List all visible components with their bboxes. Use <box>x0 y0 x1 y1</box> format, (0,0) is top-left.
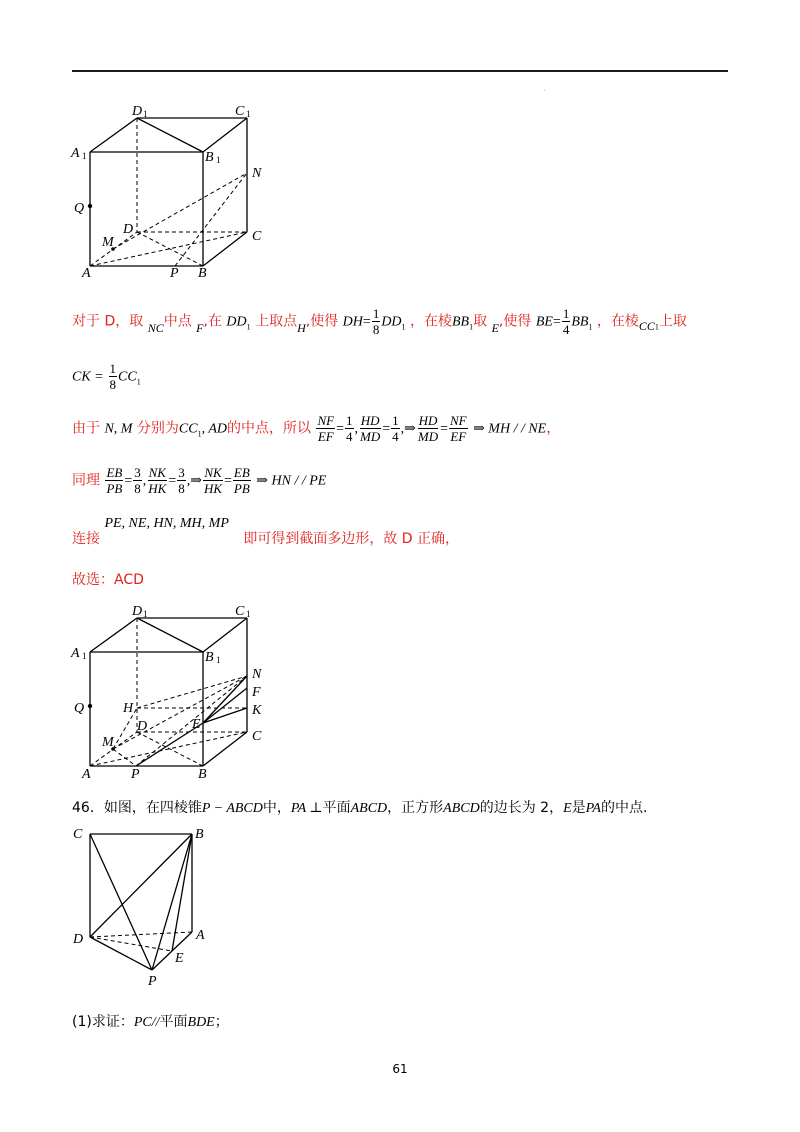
solution-line-3: 由于 N, M 分别为$CC_1$, AD的中点，所以 $\frac{NF}{EF}$ = $\frac{1}{4}$ , $\frac{HD}{MD}$ = $\frac{1}{4}$ ,⇒ $\frac{HD}{MD}$ = $\frac{NF}{EF}$ ⇒ MH / / NE， <box>72 413 561 444</box>
solution-line-5: 连接 PE, NE, HN, MH, MP 即可得到截面多边形，故 D 正确， <box>72 516 460 547</box>
label-A1: A <box>71 646 80 661</box>
figure-cube-1 <box>70 100 280 282</box>
label-A1: A <box>71 146 80 161</box>
label-B: B <box>198 767 207 782</box>
label-D1: D <box>132 104 143 119</box>
solution-line-1: 对于 D，取 NC中点 F,在 $DD_1$ 上取点H,使得 DH= $\frac{1}{8}$ $DD_1$ ，在棱$BB_1$取 E,使得 BE= $\frac{1}{4}$ $BB_1$ ，在棱$CC_1$上取 <box>72 306 687 337</box>
label-E: E <box>192 717 201 732</box>
label-A: A <box>82 266 91 281</box>
svg-text:1: 1 <box>82 651 87 661</box>
label-A: A <box>196 928 205 943</box>
label-C: C <box>73 827 83 842</box>
page-number: 61 <box>392 1062 408 1076</box>
label-C1: C <box>235 604 245 619</box>
label-P: P <box>170 266 179 281</box>
label-C1: C <box>235 104 245 119</box>
label-C: C <box>252 229 262 244</box>
label-K: K <box>252 703 262 718</box>
label-B: B <box>198 266 207 281</box>
label-E: E <box>175 951 184 966</box>
header-dot: · <box>543 86 546 95</box>
label-M: M <box>102 735 114 750</box>
label-Q: Q <box>74 201 85 216</box>
svg-text:1: 1 <box>246 609 251 619</box>
label-P: P <box>131 767 140 782</box>
solution-line-6: 故选：ACD <box>72 572 144 588</box>
label-B1: B <box>205 150 214 165</box>
svg-text:1: 1 <box>216 655 221 665</box>
svg-text:1: 1 <box>143 109 148 119</box>
label-D: D <box>123 222 134 237</box>
label-H: H <box>123 701 134 716</box>
figure-cube-2 <box>70 598 280 783</box>
label-A: A <box>82 767 91 782</box>
label-C: C <box>252 729 262 744</box>
svg-text:1: 1 <box>246 109 251 119</box>
header-rule <box>72 70 728 72</box>
svg-text:1: 1 <box>143 609 148 619</box>
question-46: 46．如图，在四棱锥P − ABCD中，PA ⊥平面ABCD，正方形ABCD的边长为 2，E是PA的中点. <box>72 800 648 816</box>
solution-line-2: CK = $\frac{1}{8}$ $CC_1$ <box>72 361 141 392</box>
solution-line-4: 同理 $\frac{EB}{PB}$ = $\frac{3}{8}$ , $\frac{NK}{HK}$ = $\frac{3}{8}$ ,⇒ $\frac{NK}{HK}$ = $\frac{EB}{PB}$ ⇒ HN / / PE <box>72 465 327 496</box>
svg-text:1: 1 <box>216 155 221 165</box>
label-D: D <box>73 932 84 947</box>
label-N: N <box>252 667 262 682</box>
question-46-part-1: (1)求证：PC//平面BDE； <box>72 1014 229 1030</box>
figure-pyramid <box>70 822 220 992</box>
label-Q: Q <box>74 701 85 716</box>
label-D: D <box>137 719 148 734</box>
svg-text:1: 1 <box>82 151 87 161</box>
label-P: P <box>148 974 157 989</box>
label-F: F <box>252 685 261 700</box>
label-B: B <box>195 827 204 842</box>
label-D1: D <box>132 604 143 619</box>
label-B1: B <box>205 650 214 665</box>
label-N: N <box>252 166 262 181</box>
label-M: M <box>102 235 114 250</box>
